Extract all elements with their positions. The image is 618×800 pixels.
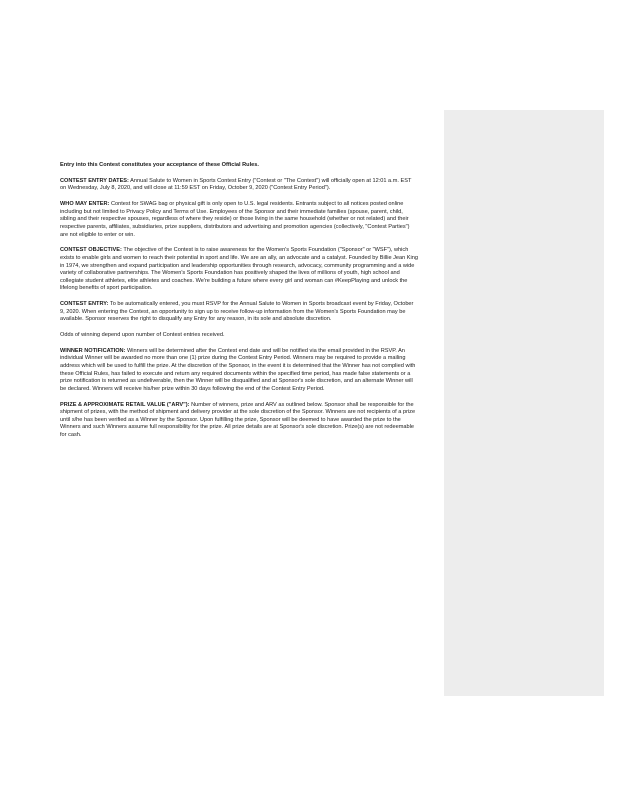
section-heading: CONTEST OBJECTIVE:: [60, 247, 122, 254]
section-text: Number of winners, prize and ARV as outlined below. Sponsor shall be responsible for the shipment of prizes, with the method of shipment and delivery provider at the sole discretion of the Sponsor. Winners are not recipients of a prize until s/he has been verified as a Winner by the Sponsor. Upon fulfilling the prize, Sponsor will be deemed to have awarded the prize to the Winners and such Winners assume full responsibility for the prize. All prize details are at Sponsor's sole discretion. Prize(s) are not redeemable for cash.: [60, 401, 416, 438]
section-text: The objective of the Contest is to raise awareness for the Women's Sports Foundation ("Sponsor" or "WSF"), which exists to enable girls and women to reach their potential in sport and life. We are an ally, an advocate and a catalyst. Founded by Billie Jean King in 1974, we strengthen and expand participation and leadership opportunities through research, advocacy, community programming and a wide variety of collaborative partnerships. The Women's Sports Foundation has positively shaped the lives of millions of youth, high school and collegiate student athletes, elite athletes and coaches. We're building a future where every girl and woman can #KeepPlaying and unlock the lifelong benefits of sport participation.: [60, 247, 419, 292]
section-text: Contest for SWAG bag or physical gift is only open to U.S. legal residents. Entrants subject to all notices posted online including but not limited to Privacy Policy and Terms of Use. Employees of the Sponsor and their immediate families (spouse, parent, child, sibling and their respective spouses, regardless of where they reside) or those living in the same household (whether or not related) and their respective parents, affiliates, subsidiaries, prize suppliers, distributors and advertising and promotion agencies (collectively, "Contest Parties") are not eligible to enter or win.: [60, 201, 410, 238]
section-text: To be automatically entered, you must RSVP for the Annual Salute to Women in Sports broadcast event by Friday, October 9, 2020. When entering the Contest, an opportunity to sign up to receive follow-up information from the Women's Sports Foundation may be available. Sponsor reserves the right to disqualify any Entry for any reason, in its sole and absolute discretion.: [60, 301, 414, 323]
section-odds: [60, 332, 418, 340]
section-contest-entry: [60, 301, 418, 324]
section-winner-notification: [60, 348, 418, 394]
section-heading: CONTEST ENTRY:: [60, 301, 109, 308]
section-who-may-enter: [60, 201, 418, 239]
intro-text: Entry into this Contest constitutes your acceptance of these Official Rules.: [60, 162, 259, 168]
comment-margin-pane: [444, 110, 604, 696]
section-prize-arv: [60, 402, 418, 440]
section-heading: WHO MAY ENTER:: [60, 201, 110, 208]
rules-content: [60, 162, 418, 448]
section-text: Winners will be determined after the Contest end date and will be notified via the email provided in the RSVP. An individual Winner will be awarded no more than one (1) prize during the Contest Entry Period. Winners may be required to provide a mailing address which will be used to fulfill the prize. At the discretion of the Sponsor, in the event it is determined that the Winner has not complied with these Official Rules, has failed to execute and return any required documents within the specified time period, has made false statements or a prize notification is returned as undeliverable, then the Winner will be disqualified and at Sponsor's sole discretion, and an alternate Winner will be declared. Winners will receive his/her prize within 30 days following the end of the Contest Entry Period.: [60, 347, 416, 392]
section-heading: PRIZE & APPROXIMATE RETAIL VALUE ("ARV"):: [60, 401, 190, 408]
section-heading: WINNER NOTIFICATION:: [60, 347, 126, 354]
section-entry-dates: [60, 178, 418, 193]
section-contest-objective: [60, 247, 418, 293]
section-text: Odds of winning depend upon number of Contest entries received.: [60, 332, 225, 339]
section-text: Annual Salute to Women in Sports Contest Entry ("Contest or "The Contest") will officially open at 12:01 a.m. EST on Wednesday, July 8, 2020, and will close at 11:59 EST on Friday, October 9, 2020 ("Contest Entry Period").: [60, 177, 412, 192]
section-heading: CONTEST ENTRY DATES:: [60, 177, 129, 184]
